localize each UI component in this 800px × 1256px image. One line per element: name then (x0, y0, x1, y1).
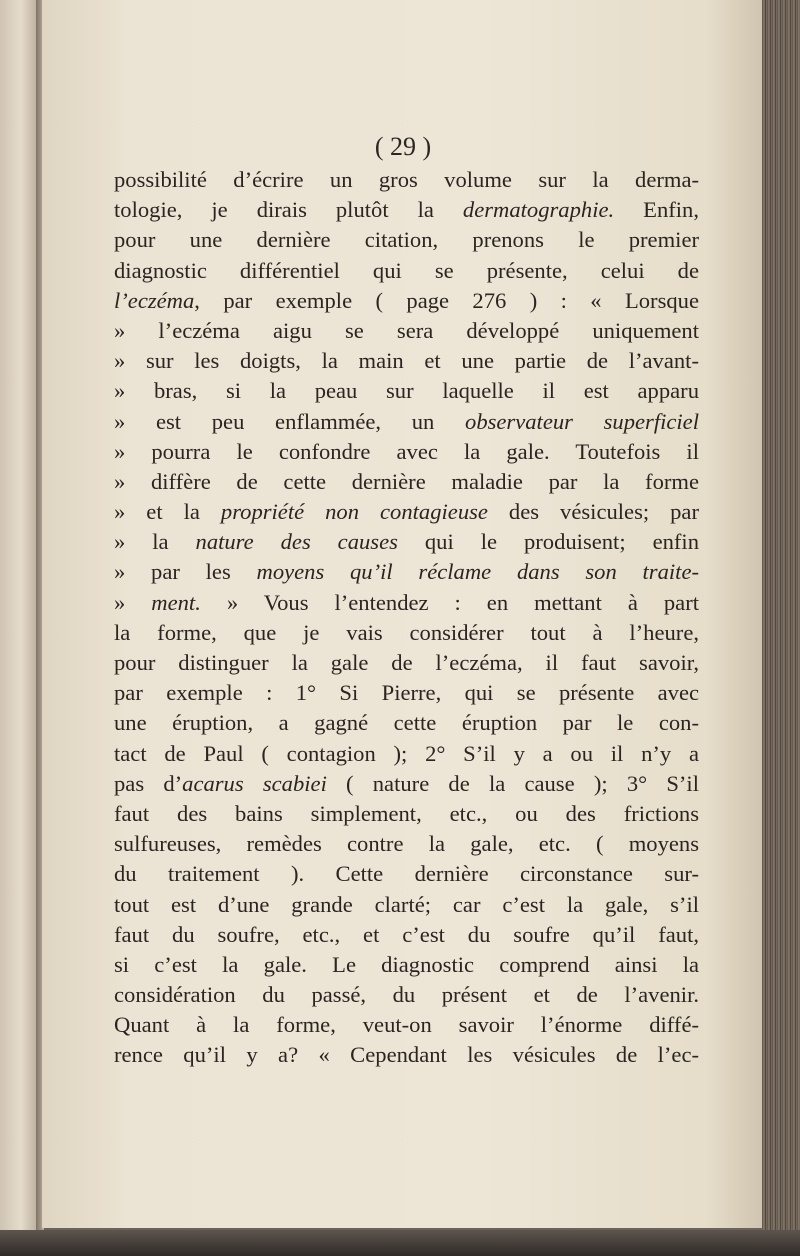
text-run: une éruption, a gagné cette éruption par le con- (114, 710, 699, 736)
text-line (114, 588, 699, 618)
text-run: si c’est la gale. Le diagnostic comprend ainsi la (114, 951, 699, 977)
text-line (114, 225, 699, 255)
text-run: du traitement ). Cette dernière circonstance sur- (114, 861, 699, 887)
text-line (114, 769, 699, 799)
text-line (114, 407, 699, 437)
book-page (42, 0, 764, 1228)
text-run: » Vous l’entendez : en mettant à part (200, 589, 699, 615)
text-run: sulfureuses, remèdes contre la gale, etc. ( moyens (114, 831, 699, 857)
text-run: pour distinguer la gale de l’eczéma, il faut savoir, (114, 650, 699, 675)
text-line (114, 165, 699, 195)
text-line (114, 980, 699, 1010)
text-line (114, 618, 699, 648)
text-run: possibilité d’écrire un gros volume sur la derma- (114, 167, 699, 192)
text-run: des vésicules; par (487, 499, 699, 525)
text-run: » sur les doigts, la main et une partie de l’avant- (114, 348, 699, 374)
text-run: , par exemple ( page 276 ) : « Lorsque (194, 287, 699, 313)
text-run: » (114, 589, 152, 615)
text-run: faut des bains simplement, etc., ou des frictions (114, 800, 699, 826)
italic-text: observateur superficiel (465, 408, 699, 434)
text-run: tout est d’une grande clarté; car c’est la gale, s’il (114, 891, 699, 917)
text-run: faut du soufre, etc., et c’est du soufre qu’il faut, (114, 921, 699, 947)
text-line (114, 950, 699, 980)
text-line (114, 1040, 699, 1070)
text-run: » est peu enflammée, un (114, 408, 466, 434)
text-line (114, 467, 699, 497)
page-edges (762, 0, 800, 1256)
text-line (114, 1010, 699, 1040)
text-line (114, 286, 699, 316)
text-line (114, 799, 699, 829)
text-run: » par les (114, 559, 257, 585)
text-run: considération du passé, du présent et de l’avenir. (114, 982, 699, 1008)
page-number: ( 29 ) (374, 132, 432, 161)
italic-text: moyens qu’il réclame dans son traite- (256, 559, 699, 585)
text-line (114, 497, 699, 527)
text-line (114, 920, 699, 950)
text-run: Enfin, (614, 197, 699, 223)
text-run: » l’eczéma aigu se sera développé uniquement (114, 317, 699, 343)
text-run: pas d’ (114, 770, 183, 796)
text-line (114, 648, 699, 678)
text-line (114, 708, 699, 738)
italic-text: ment. (151, 589, 201, 615)
facing-page-edge (0, 0, 38, 1236)
text-run: la forme, que je vais considérer tout à l’heure, (114, 619, 699, 645)
text-run: » diffère de cette dernière maladie par la forme (114, 468, 699, 494)
text-line (114, 739, 699, 769)
text-line (114, 859, 699, 889)
text-line (114, 316, 699, 346)
text-run: » bras, si la peau sur laquelle il est apparu (114, 378, 699, 404)
italic-text: dermatographie. (462, 197, 615, 223)
text-run: diagnostic différentiel qui se présente, celui de (114, 257, 699, 283)
text-run: qui le produisent; enfin (397, 529, 699, 555)
text-line (114, 678, 699, 708)
text-run: par exemple : 1° Si Pierre, qui se présente avec (114, 680, 699, 706)
text-run: tact de Paul ( contagion ); 2° S’il y a ou il n’y a (114, 740, 699, 766)
body-text (114, 165, 699, 1071)
text-line (114, 557, 699, 587)
scan-border (0, 1230, 800, 1256)
text-run: rence qu’il y a? « Cependant les vésicules de l’ec- (114, 1042, 699, 1068)
italic-text: nature des causes (195, 529, 398, 555)
text-line (114, 346, 699, 376)
text-line (114, 527, 699, 557)
text-line (114, 376, 699, 406)
text-line (114, 256, 699, 286)
italic-text: propriété non contagieuse (220, 499, 488, 525)
italic-text: l’eczéma (114, 287, 195, 313)
text-line (114, 829, 699, 859)
text-line (114, 890, 699, 920)
text-run: » la (114, 529, 196, 555)
text-run: ( nature de la cause ); 3° S’il (326, 770, 699, 796)
text-run: pour une dernière citation, prenons le premier (114, 227, 699, 253)
text-run: Quant à la forme, veut-on savoir l’énorme diffé- (114, 1012, 699, 1038)
text-line (114, 437, 699, 467)
text-run: » pourra le confondre avec la gale. Toutefois il (114, 438, 699, 464)
italic-text: acarus scabiei (182, 770, 327, 796)
text-run: » et la (114, 499, 221, 525)
text-line (114, 195, 699, 225)
text-run: tologie, je dirais plutôt la (114, 197, 463, 223)
